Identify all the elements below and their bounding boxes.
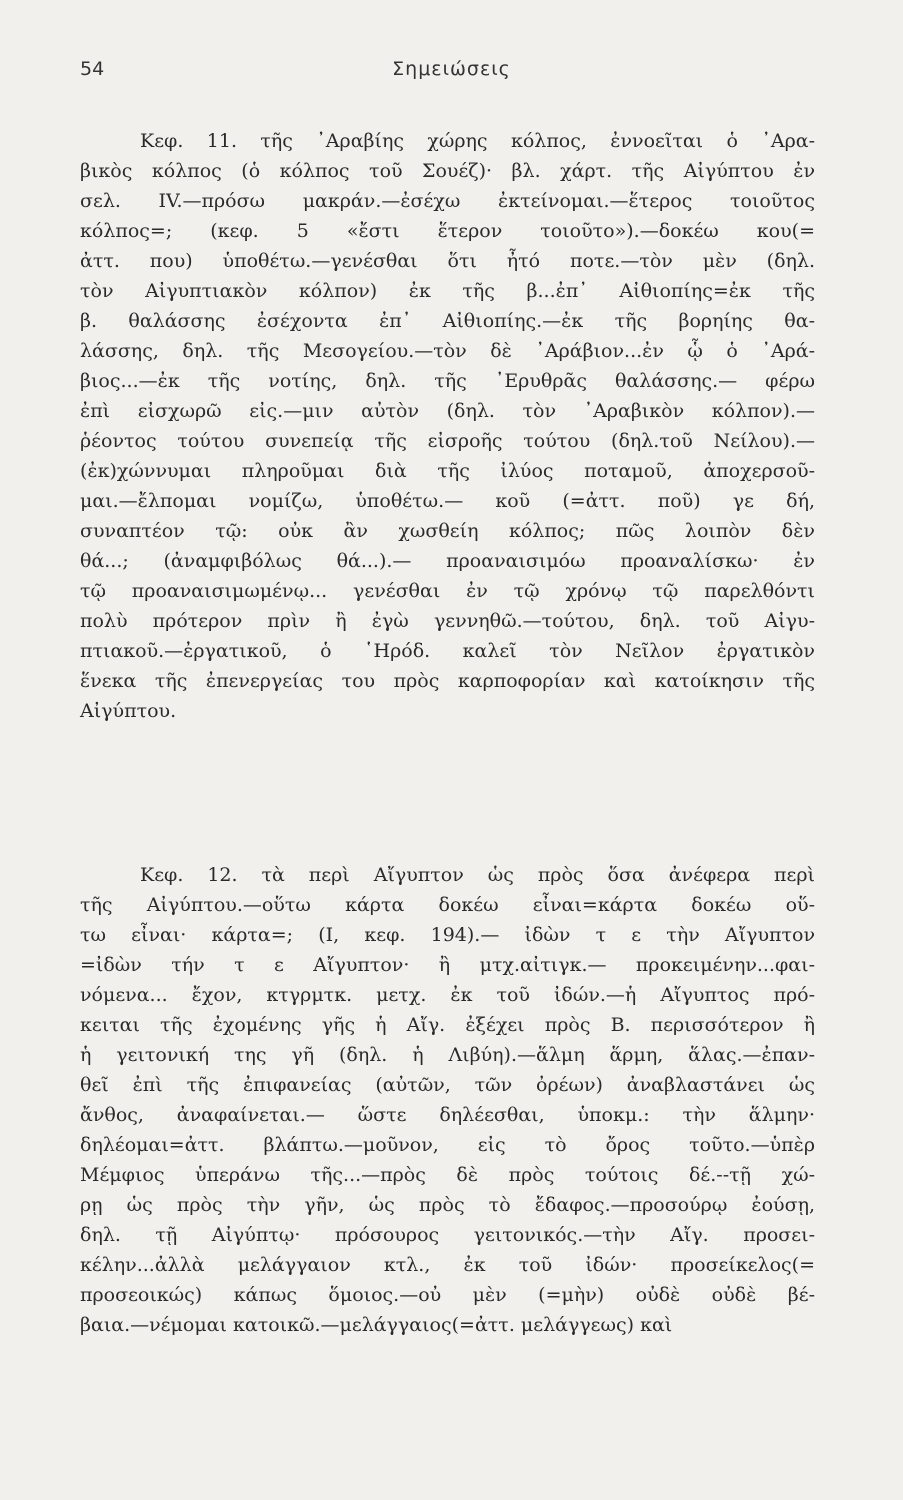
text-line: ῥέοντος τούτου συνεπείᾳ τῆς εἰσροῆς τούτου (δηλ.τοῦ Νείλου).—: [80, 430, 815, 452]
text-line: τῷ προαναισιμωμένῳ... γενέσθαι ἐν τῷ χρόνῳ τῷ παρελθόντι: [80, 580, 815, 602]
note-chapter-11: [80, 126, 815, 726]
text-line: ἕνεκα τῆς ἐπενεργείας του πρὸς καρποφορίαν καὶ κατοίκησιν τῆς: [80, 670, 815, 692]
text-line: ἡ γειτονική της γῆ (δηλ. ἡ Λιβύη).—ἅλμη ἅρμη, ἅλας.—ἐπαν-: [80, 1044, 815, 1066]
text-line: Αἰγύπτου.: [80, 700, 177, 722]
text-line: σελ. IV.—πρόσω μακράν.—ἐσέχω ἐκτείνομαι.—ἕτερος τοιοῦτος: [80, 190, 815, 212]
text-line: κέλην...ἀλλὰ μελάγγαιον κτλ., ἐκ τοῦ ἰδών· προσείκελος(=: [80, 1254, 815, 1276]
text-line: νόμενα... ἔχον, κτγρμτκ. μετχ. ἐκ τοῦ ἰδών.—ἡ Αἴγυπτος πρό-: [80, 984, 815, 1006]
text-line: τω εἶναι· κάρτα=; (I, κεφ. 194).— ἰδὼν τ ε τὴν Αἴγυπτον: [80, 924, 815, 946]
text-line: Κεφ. 12. τὰ περὶ Αἴγυπτον ὡς πρὸς ὅσα ἀνέφερα περὶ: [140, 864, 815, 886]
page-number: 54: [80, 58, 105, 80]
text-line: Μέμφιος ὑπεράνω τῆς...—πρὸς δὲ πρὸς τούτοις δέ.--τῇ χώ-: [80, 1164, 815, 1186]
text-line: δηλέομαι=ἀττ. βλάπτω.—μοῦνον, εἰς τὸ ὄρος τοῦτο.—ὑπὲρ: [80, 1134, 815, 1156]
text-line: κειται τῆς ἐχομένης γῆς ἡ Αἴγ. ἐξέχει πρὸς Β. περισσότερον ἢ: [80, 1014, 815, 1036]
text-line: β. θαλάσσης ἐσέχοντα ἐπ᾿ Αἰθιοπίης.—ἐκ τῆς βορηίης θα-: [80, 310, 815, 332]
text-line: =ἰδὼν τήν τ ε Αἴγυπτον· ἢ μτχ.αἰτιγκ.— προκειμένην...φαι-: [80, 954, 815, 976]
text-line: κόλπος=; (κεφ. 5 «ἔστι ἕτερον τοιοῦτο»).—δοκέω κου(=: [80, 220, 815, 242]
note-chapter-12: [80, 860, 815, 1340]
text-line: πολὺ πρότερον πρὶν ἢ ἐγὼ γεννηθῶ.—τούτου, δηλ. τοῦ Αἰγυ-: [80, 610, 815, 632]
text-line: πτιακοῦ.—ἐργατικοῦ, ὁ ῾Ηρόδ. καλεῖ τὸν Νεῖλον ἐργατικὸν: [80, 640, 815, 662]
text-line: μαι.—ἔλπομαι νομίζω, ὑποθέτω.— κοῦ (=ἀττ. ποῦ) γε δή,: [80, 490, 815, 512]
text-line: ρῃ ὡς πρὸς τὴν γῆν, ὡς πρὸς τὸ ἔδαφος.—προσούρῳ ἐούσῃ,: [80, 1194, 815, 1216]
text-line: θά...; (ἀναμφιβόλως θά...).— προαναισιμόω προαναλίσκω· ἐν: [80, 550, 815, 572]
page-header: [80, 58, 823, 88]
text-line: ἄνθος, ἀναφαίνεται.— ὥστε δηλέεσθαι, ὑποκμ.: τὴν ἅλμην·: [80, 1104, 815, 1126]
text-line: τῆς Αἰγύπτου.—οὕτω κάρτα δοκέω εἶναι=κάρτα δοκέω οὕ-: [80, 894, 815, 916]
text-line: βιος...—ἐκ τῆς νοτίης, δηλ. τῆς ᾿Ερυθρᾶς θαλάσσης.— φέρω: [80, 370, 815, 392]
text-line: θεῖ ἐπὶ τῆς ἐπιφανείας (αὐτῶν, τῶν ὀρέων) ἀναβλαστάνει ὡς: [80, 1074, 815, 1096]
text-line: λάσσης, δηλ. τῆς Μεσογείου.—τὸν δὲ ᾿Αράβιον...ἐν ᾧ ὁ ᾿Αρά-: [80, 340, 815, 362]
text-line: ἀττ. που) ὑποθέτω.—γενέσθαι ὅτι ἦτό ποτε.—τὸν μὲν (δηλ.: [80, 250, 815, 272]
text-line: συναπτέον τῷ: οὐκ ἂν χωσθείη κόλπος; πῶς λοιπὸν δὲν: [80, 520, 815, 542]
text-line: (ἐκ)χώννυμαι πληροῦμαι διὰ τῆς ἰλύος ποταμοῦ, ἀποχερσοῦ-: [80, 460, 815, 482]
text-line: τὸν Αἰγυπτιακὸν κόλπον) ἐκ τῆς β...ἐπ᾿ Αἰθιοπίης=ἐκ τῆς: [80, 280, 815, 302]
text-line: Κεφ. 11. τῆς ᾿Αραβίης χώρης κόλπος, ἐννοεῖται ὁ ᾿Αρα-: [140, 130, 815, 152]
running-title: Σημειώσεις: [392, 58, 511, 80]
text-line: ἐπὶ εἰσχωρῶ εἰς.—μιν αὐτὸν (δηλ. τὸν ᾿Αραβικὸν κόλπον).—: [80, 400, 815, 422]
text-line: προσεοικώς) κάπως ὅμοιος.—οὐ μὲν (=μὴν) οὐδὲ οὐδὲ βέ-: [80, 1284, 815, 1306]
text-line: βαια.—νέμομαι κατοικῶ.—μελάγγαιος(=ἀττ. μελάγγεως) καὶ: [80, 1314, 673, 1336]
text-line: βικὸς κόλπος (ὁ κόλπος τοῦ Σουέζ)· βλ. χάρτ. τῆς Αἰγύπτου ἐν: [80, 160, 815, 182]
text-line: δηλ. τῇ Αἰγύπτῳ· πρόσουρος γειτονικός.—τὴν Αἴγ. προσει-: [80, 1224, 815, 1246]
